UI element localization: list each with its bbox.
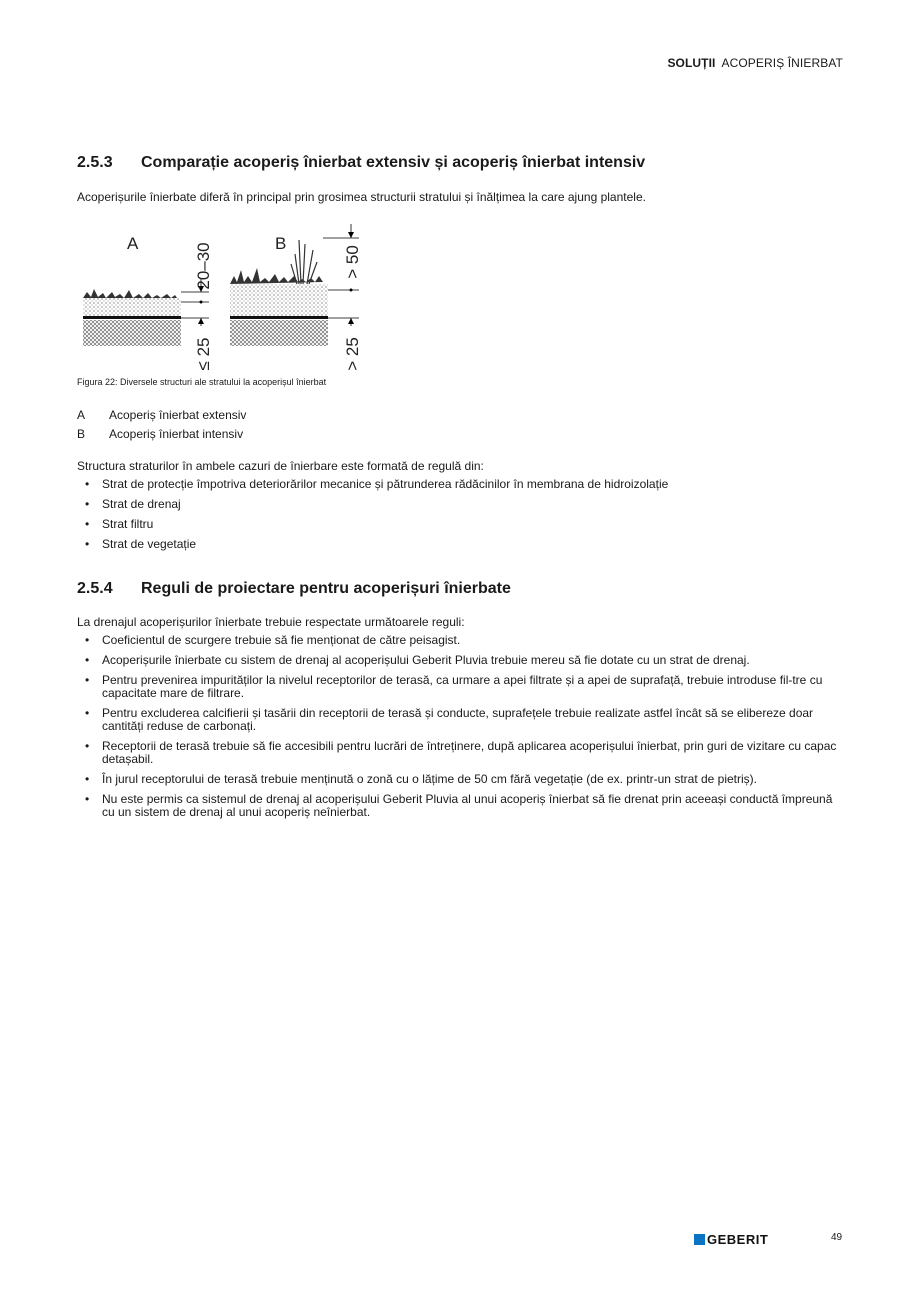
figure-caption: Figura 22: Diversele structuri ale stratului la acoperișul înierbat: [77, 377, 327, 387]
intensive-roof-section: [230, 224, 362, 371]
list-item: • În jurul receptorului de terasă trebuie menținută o zonă cu o lățime de 50 cm fără vegetație (de ex. printr-un strat de pietriș).: [85, 773, 845, 786]
logo-text: GEBERIT: [707, 1232, 769, 1247]
vegetation-a: [83, 289, 177, 298]
membrane-a: [83, 316, 181, 319]
section-heading-2-5-3: [77, 154, 645, 172]
legend-key: B: [77, 427, 86, 441]
list-item: • Coeficientul de scurgere trebuie să fie menționat de către peisagist.: [85, 634, 845, 647]
structure-list: [85, 478, 668, 558]
section-title: Reguli de proiectare pentru acoperișuri înierbate: [141, 580, 511, 597]
legend-text: Acoperiș înierbat intensiv: [109, 427, 244, 441]
membrane-b: [230, 316, 328, 319]
header-topic: ACOPERIȘ ÎNIERBAT: [721, 56, 843, 70]
tall-plant-b: [291, 240, 317, 284]
section-number: 2.5.3: [77, 154, 113, 171]
substrate-layer-b: [230, 284, 328, 316]
structure-intro: Structura straturilor în ambele cazuri de înierbare este formată de regulă din:: [77, 459, 484, 473]
list-item: • Acoperișurile înierbate cu sistem de drenaj al acoperișului Geberit Pluvia trebuie mereu să fie dotate cu un strat de drenaj.: [85, 654, 845, 667]
rules-list: [85, 634, 845, 826]
roof-structure-diagram: [77, 214, 397, 374]
page-header: [667, 56, 843, 70]
figure-label-a: A: [127, 234, 139, 253]
dim-a-bottom: ≤ 25: [194, 337, 213, 371]
section-intro: Acoperișurile înierbate diferă în principal prin grosimea structurii stratului și înălțimea la care ajung plantele.: [77, 190, 646, 204]
legend-text: Acoperiș înierbat extensiv: [109, 408, 247, 422]
dim-b-top: > 50: [343, 245, 362, 279]
list-item: • Receptorii de terasă trebuie să fie accesibili pentru lucrări de întreținere, după aplicarea acoperișului înierbat, prin guri de vizitare cu capac detașabil.: [85, 740, 845, 766]
header-category: SOLUȚII: [667, 56, 716, 70]
dim-b-bottom: > 25: [343, 337, 362, 371]
legend-item: [77, 408, 246, 422]
legend-item: [77, 427, 243, 441]
drainage-layer-b: [230, 320, 328, 346]
list-item: • Strat filtru: [85, 518, 668, 531]
drainage-layer-a: [83, 320, 181, 346]
logo-square-icon: [694, 1234, 705, 1245]
legend-key: A: [77, 408, 86, 422]
list-item: • Pentru excluderea calcifierii și tasării din receptorii de terasă și conducte, suprafețele trebuie realizate astfel încât să se elibereze doar cantități reduse de carbonați.: [85, 707, 845, 733]
dim-a-top: 20–30: [194, 242, 213, 290]
section-heading-2-5-4: [77, 580, 511, 598]
rules-intro: La drenajul acoperișurilor înierbate trebuie respectate următoarele reguli:: [77, 615, 465, 629]
list-item: • Strat de vegetație: [85, 538, 668, 551]
roof-structure-figure: [77, 214, 397, 374]
list-item: • Strat de drenaj: [85, 498, 668, 511]
list-item: • Strat de protecție împotriva deteriorărilor mecanice și pătrunderea rădăcinilor în membrana de hidroizolație: [85, 478, 668, 491]
section-title: Comparație acoperiș înierbat extensiv și acoperiș înierbat intensiv: [141, 154, 646, 171]
page-number: 49: [831, 1232, 843, 1243]
extensive-roof-section: [83, 234, 213, 370]
figure-label-b: B: [275, 234, 287, 253]
list-item: • Pentru prevenirea impurităților la nivelul receptorilor de terasă, ca urmare a apei filtrate și a apei de suprafață, trebuie introduse fil-tre cu capacitate mare de filtrare.: [85, 674, 845, 700]
geberit-logo: [694, 1232, 768, 1247]
list-item: • Nu este permis ca sistemul de drenaj al acoperișului Geberit Pluvia al unui acoperiș înierbat să fie drenat prin aceeași conductă împreună cu un sistem de drenaj al unui acoperiș neînierbat.: [85, 793, 845, 819]
substrate-layer-a: [83, 298, 181, 316]
section-number: 2.5.4: [77, 580, 113, 597]
